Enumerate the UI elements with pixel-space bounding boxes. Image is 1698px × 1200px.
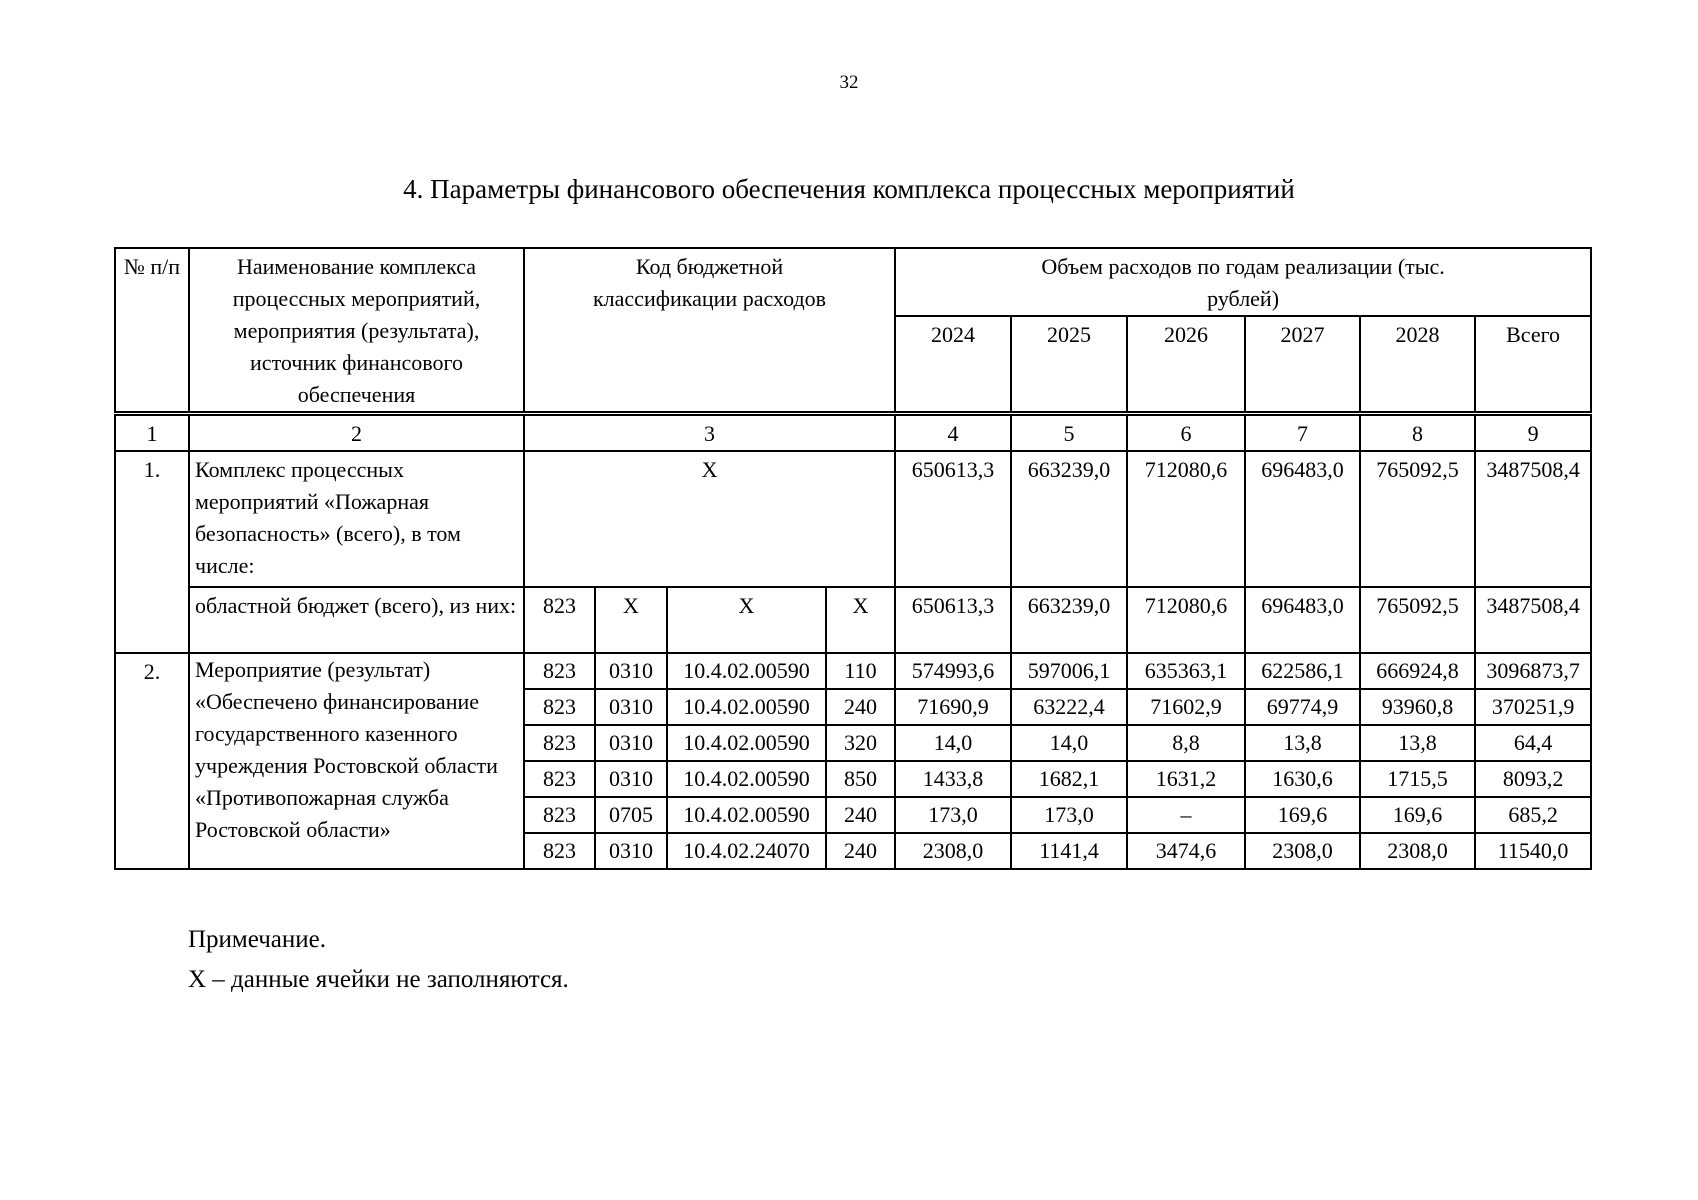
code-cell: 850 [826, 761, 895, 797]
header-year: 2027 [1245, 316, 1360, 414]
code-cell: 0310 [595, 833, 667, 869]
total-cell: 64,4 [1475, 725, 1591, 761]
header-num: № п/п [115, 248, 189, 414]
code-cell: 240 [826, 689, 895, 725]
code-cell: 10.4.02.00590 [667, 761, 826, 797]
note-text: X – данные ячейки не заполняются. [188, 966, 569, 993]
code-cell: X [667, 587, 826, 653]
column-number: 2 [189, 414, 524, 452]
code-placeholder: X [524, 451, 895, 587]
note-heading: Примечание. [188, 926, 327, 953]
value-cell: 1141,4 [1011, 833, 1127, 869]
value-cell: 63222,4 [1011, 689, 1127, 725]
value-cell: 14,0 [1011, 725, 1127, 761]
value-cell: 1433,8 [895, 761, 1011, 797]
value-cell: 13,8 [1360, 725, 1475, 761]
code-cell: X [826, 587, 895, 653]
value-cell: 712080,6 [1127, 451, 1245, 587]
value-cell: 14,0 [895, 725, 1011, 761]
value-cell: 765092,5 [1360, 587, 1475, 653]
value-cell: 696483,0 [1245, 587, 1360, 653]
value-cell: 3474,6 [1127, 833, 1245, 869]
value-cell: 69774,9 [1245, 689, 1360, 725]
header-volume: Объем расходов по годам реализации (тыс. рублей) [895, 248, 1591, 316]
code-cell: 823 [524, 653, 595, 689]
value-cell: 1630,6 [1245, 761, 1360, 797]
value-cell: 71602,9 [1127, 689, 1245, 725]
value-cell: 173,0 [1011, 797, 1127, 833]
code-cell: 823 [524, 761, 595, 797]
row-number: 1. [115, 451, 189, 653]
value-cell: 650613,3 [895, 587, 1011, 653]
code-cell: 10.4.02.00590 [667, 689, 826, 725]
value-cell: 696483,0 [1245, 451, 1360, 587]
value-cell: 8,8 [1127, 725, 1245, 761]
code-cell: 0705 [595, 797, 667, 833]
value-cell: 2308,0 [895, 833, 1011, 869]
code-cell: 320 [826, 725, 895, 761]
value-cell: 650613,3 [895, 451, 1011, 587]
column-number: 5 [1011, 414, 1127, 452]
code-cell: 240 [826, 833, 895, 869]
code-cell: 823 [524, 833, 595, 869]
code-cell: 823 [524, 797, 595, 833]
header-code: Код бюджетной классификации расходов [524, 248, 895, 414]
code-cell: 240 [826, 797, 895, 833]
code-cell: 823 [524, 587, 595, 653]
value-cell: 13,8 [1245, 725, 1360, 761]
code-cell: 0310 [595, 725, 667, 761]
complex-name: Комплекс процессных мероприятий «Пожарная безопасность» (всего), в том числе: [189, 451, 524, 587]
code-cell: 10.4.02.00590 [667, 725, 826, 761]
code-cell: 823 [524, 725, 595, 761]
column-number: 4 [895, 414, 1011, 452]
value-cell: 169,6 [1360, 797, 1475, 833]
column-number: 8 [1360, 414, 1475, 452]
source-name: областной бюджет (всего), из них: [189, 587, 524, 653]
table-row [115, 653, 1591, 689]
value-cell: 765092,5 [1360, 451, 1475, 587]
page-title: 4. Параметры финансового обеспечения комплекса процессных мероприятий [403, 174, 1295, 204]
column-number: 9 [1475, 414, 1591, 452]
activity-name: Мероприятие (результат) «Обеспечено финансирование государственного казенного учреждения Ростовской области «Противопожарная служба Ростовской области» [189, 653, 524, 869]
value-cell: 635363,1 [1127, 653, 1245, 689]
code-cell: 110 [826, 653, 895, 689]
row-number: 2. [115, 653, 189, 869]
value-cell: 597006,1 [1011, 653, 1127, 689]
total-cell: 370251,9 [1475, 689, 1591, 725]
value-cell: 622586,1 [1245, 653, 1360, 689]
total-cell: 8093,2 [1475, 761, 1591, 797]
column-number: 6 [1127, 414, 1245, 452]
code-cell: X [595, 587, 667, 653]
total-cell: 3096873,7 [1475, 653, 1591, 689]
value-cell: 712080,6 [1127, 587, 1245, 653]
total-cell: 685,2 [1475, 797, 1591, 833]
page-number: 32 [839, 72, 859, 93]
code-cell: 10.4.02.00590 [667, 797, 826, 833]
total-cell: 11540,0 [1475, 833, 1591, 869]
value-cell: 2308,0 [1245, 833, 1360, 869]
value-cell: 574993,6 [895, 653, 1011, 689]
header-name: Наименование комплекса процессных мероприятий, мероприятия (результата), источник финансового обеспечения [189, 248, 524, 414]
code-cell: 0310 [595, 653, 667, 689]
code-cell: 10.4.02.00590 [667, 653, 826, 689]
value-cell: 1682,1 [1011, 761, 1127, 797]
value-cell: 2308,0 [1360, 833, 1475, 869]
total-cell: 3487508,4 [1475, 451, 1591, 587]
header-year: 2024 [895, 316, 1011, 414]
value-cell: 173,0 [895, 797, 1011, 833]
value-cell: 1631,2 [1127, 761, 1245, 797]
value-cell: 71690,9 [895, 689, 1011, 725]
value-cell: 1715,5 [1360, 761, 1475, 797]
value-cell: 663239,0 [1011, 451, 1127, 587]
header-year: 2028 [1360, 316, 1475, 414]
code-cell: 0310 [595, 689, 667, 725]
header-total: Всего [1475, 316, 1591, 414]
financial-table [114, 247, 1592, 870]
column-number: 7 [1245, 414, 1360, 452]
value-cell: 663239,0 [1011, 587, 1127, 653]
code-cell: 823 [524, 689, 595, 725]
header-year: 2026 [1127, 316, 1245, 414]
value-cell: 169,6 [1245, 797, 1360, 833]
value-cell: – [1127, 797, 1245, 833]
column-number: 1 [115, 414, 189, 452]
value-cell: 93960,8 [1360, 689, 1475, 725]
code-cell: 10.4.02.24070 [667, 833, 826, 869]
column-number: 3 [524, 414, 895, 452]
code-cell: 0310 [595, 761, 667, 797]
header-year: 2025 [1011, 316, 1127, 414]
note [188, 920, 569, 1000]
value-cell: 666924,8 [1360, 653, 1475, 689]
total-cell: 3487508,4 [1475, 587, 1591, 653]
